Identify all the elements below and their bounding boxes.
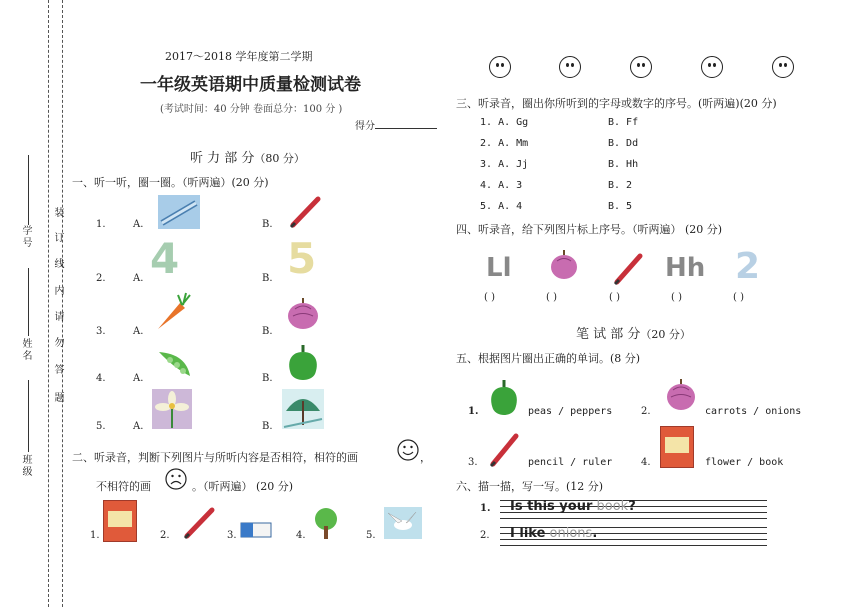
s3-option-b[interactable]: B. Hh	[608, 159, 639, 170]
score-field[interactable]	[355, 117, 437, 132]
s3-option-b[interactable]: B. 5	[608, 201, 633, 212]
s3-num: 1.	[480, 117, 493, 128]
s1-item-num: 4.	[96, 373, 106, 384]
s3-option-a[interactable]: A. Gg	[498, 117, 529, 128]
answer-bracket[interactable]: ( )	[484, 292, 495, 303]
face-icon	[701, 56, 723, 78]
pepper-icon	[488, 379, 520, 421]
number-five-icon: 5	[287, 234, 317, 283]
number-two-icon: 2	[735, 246, 761, 287]
s1-option-b[interactable]: B.	[262, 219, 273, 230]
writing-heading	[576, 323, 691, 342]
book-icon	[660, 426, 694, 468]
s1-option-a[interactable]: A.	[133, 326, 144, 337]
seal-char: 线	[52, 258, 63, 270]
s3-num: 4.	[480, 180, 493, 191]
answer-bracket[interactable]: ( )	[733, 292, 744, 303]
s1-option-b[interactable]: B.	[262, 421, 273, 432]
section-3-title: 三、听录音，圈出你所听到的字母或数字的序号。(听两遍)(20 分)	[456, 97, 777, 110]
s3-row	[480, 138, 528, 149]
s1-item-num: 2.	[96, 273, 106, 284]
ruler-icon	[158, 195, 200, 229]
s3-option-a[interactable]: A. Jj	[498, 159, 529, 170]
s3-row	[480, 201, 522, 212]
name-label: 姓名	[20, 338, 31, 362]
eraser-icon	[240, 521, 272, 543]
s1-item-num: 5.	[96, 421, 106, 432]
section-6-title: 六、描一描，写一写。(12 分)	[456, 480, 604, 493]
seal-char: 内	[52, 285, 63, 297]
s6-item-num: 1.	[480, 503, 491, 514]
section-2-title: 二、听录音，判断下列图片与所听内容是否相符，相符的画	[72, 451, 358, 464]
section-1-title: 一、听一听，圈一圈。（听两遍）(20 分)	[72, 176, 269, 189]
pepper-icon	[285, 344, 321, 386]
section-4-title: 四、听录音，给下列图片标上序号。（听两遍） (20 分)	[456, 223, 723, 236]
s2-item-num: 3.	[227, 530, 237, 541]
trace-word: book	[596, 499, 629, 514]
writing-points: （20 分）	[640, 328, 691, 341]
pencil-icon	[612, 252, 644, 290]
smile-face-icon	[396, 438, 420, 466]
s3-num: 3.	[480, 159, 493, 170]
s1-item-num: 3.	[96, 326, 106, 337]
carrot-icon	[152, 291, 192, 337]
listening-heading	[190, 147, 305, 166]
trace-sentence[interactable]	[510, 526, 597, 541]
school-year: 2017～2018 学年度第二学期	[165, 50, 313, 63]
seal-char: 题	[52, 392, 63, 404]
seal-char: 勿	[52, 337, 63, 349]
peas-icon	[156, 346, 192, 384]
bird-icon	[384, 507, 422, 539]
book-icon	[103, 500, 137, 542]
s3-option-a[interactable]: A. 4	[498, 201, 523, 212]
sentence-end: ?	[628, 499, 636, 514]
s2-item-num: 4.	[296, 530, 306, 541]
seal-char: 装	[52, 207, 63, 219]
sentence-prefix: I like	[510, 526, 546, 541]
number-four-icon: 4	[150, 234, 180, 283]
comma: ，	[420, 451, 431, 464]
trace-sentence[interactable]	[510, 499, 636, 514]
s1-item-num: 1.	[96, 219, 106, 230]
s5-item-num: 3.	[468, 457, 478, 468]
exam-info: (考试时间：40 分钟 卷面总分：100 分 )	[160, 104, 343, 115]
listening-title: 听 力 部 分	[190, 151, 255, 166]
s3-row	[480, 180, 522, 191]
s5-item-num: 4.	[641, 457, 651, 468]
s1-option-a[interactable]: A.	[133, 273, 144, 284]
s1-option-a[interactable]: A.	[133, 219, 144, 230]
tree-icon	[310, 506, 342, 544]
listening-points: （80 分）	[254, 152, 305, 165]
writing-title: 笔 试 部 分	[576, 327, 641, 342]
s3-option-a[interactable]: A. Mm	[498, 138, 529, 149]
answer-bracket[interactable]: ( )	[546, 292, 557, 303]
onion-icon	[664, 378, 698, 416]
s3-num: 5.	[480, 201, 493, 212]
section-2-line2-b: 。（听两遍） (20 分)	[192, 480, 294, 493]
score-label: 得分	[355, 121, 375, 132]
s5-word-choice[interactable]: pencil / ruler	[528, 457, 613, 468]
page-title: 一年级英语期中质量检测试卷	[140, 75, 361, 95]
letter-card-hh: Hh	[665, 253, 706, 283]
s5-word-choice[interactable]: carrots / onions	[705, 406, 802, 417]
onion-icon	[285, 297, 321, 335]
section-2-line2-a: 不相符的画	[96, 480, 151, 493]
binding-line-left	[48, 0, 49, 607]
face-icon	[559, 56, 581, 78]
tree-icon	[282, 389, 324, 429]
s3-row	[480, 117, 528, 128]
s6-item-num: 2.	[480, 530, 490, 541]
student-no-label: 学号	[20, 225, 31, 249]
pencil-icon	[182, 506, 216, 544]
answer-bracket[interactable]: ( )	[609, 292, 620, 303]
s3-num: 2.	[480, 138, 493, 149]
seal-char: 订	[52, 232, 63, 244]
binding-line-right	[62, 0, 63, 607]
seal-char: 答	[52, 364, 63, 376]
pencil-icon	[488, 432, 520, 472]
letter-card-ll: Ll	[486, 253, 512, 283]
s1-option-a[interactable]: A.	[133, 373, 144, 384]
face-icon	[772, 56, 794, 78]
s3-option-b[interactable]: B. Dd	[608, 138, 639, 149]
class-label: 班级	[20, 454, 31, 478]
s5-item-num: 2.	[641, 406, 651, 417]
s5-word-choice[interactable]: peas / peppers	[528, 406, 613, 417]
writing-line	[500, 545, 767, 546]
section-5-title: 五、根据图片圈出正确的单词。(8 分)	[456, 352, 641, 365]
s1-option-b[interactable]: B.	[262, 273, 273, 284]
s1-option-b[interactable]: B.	[262, 326, 273, 337]
s2-item-num: 2.	[160, 530, 170, 541]
s1-option-a[interactable]: A.	[133, 421, 144, 432]
flower-icon	[152, 389, 192, 429]
s3-row	[480, 159, 528, 170]
trace-word: onions	[549, 526, 593, 541]
pencil-icon	[288, 195, 322, 233]
writing-line	[500, 518, 767, 519]
sentence-end: .	[592, 526, 598, 541]
s2-item-num: 5.	[366, 530, 376, 541]
s3-option-b[interactable]: B. Ff	[608, 117, 639, 128]
s2-item-num: 1.	[90, 530, 100, 541]
sad-face-icon	[164, 467, 188, 495]
onion-icon	[548, 250, 580, 284]
s3-option-a[interactable]: A. 3	[498, 180, 523, 191]
face-icon	[489, 56, 511, 78]
sentence-prefix: Is this your	[510, 499, 593, 514]
answer-bracket[interactable]: ( )	[671, 292, 682, 303]
seal-char: 请	[52, 311, 63, 323]
face-icon	[630, 56, 652, 78]
s5-word-choice[interactable]: flower / book	[705, 457, 784, 468]
s3-option-b[interactable]: B. 2	[608, 180, 633, 191]
s5-item-num: 1.	[468, 406, 479, 417]
s1-option-b[interactable]: B.	[262, 373, 273, 384]
